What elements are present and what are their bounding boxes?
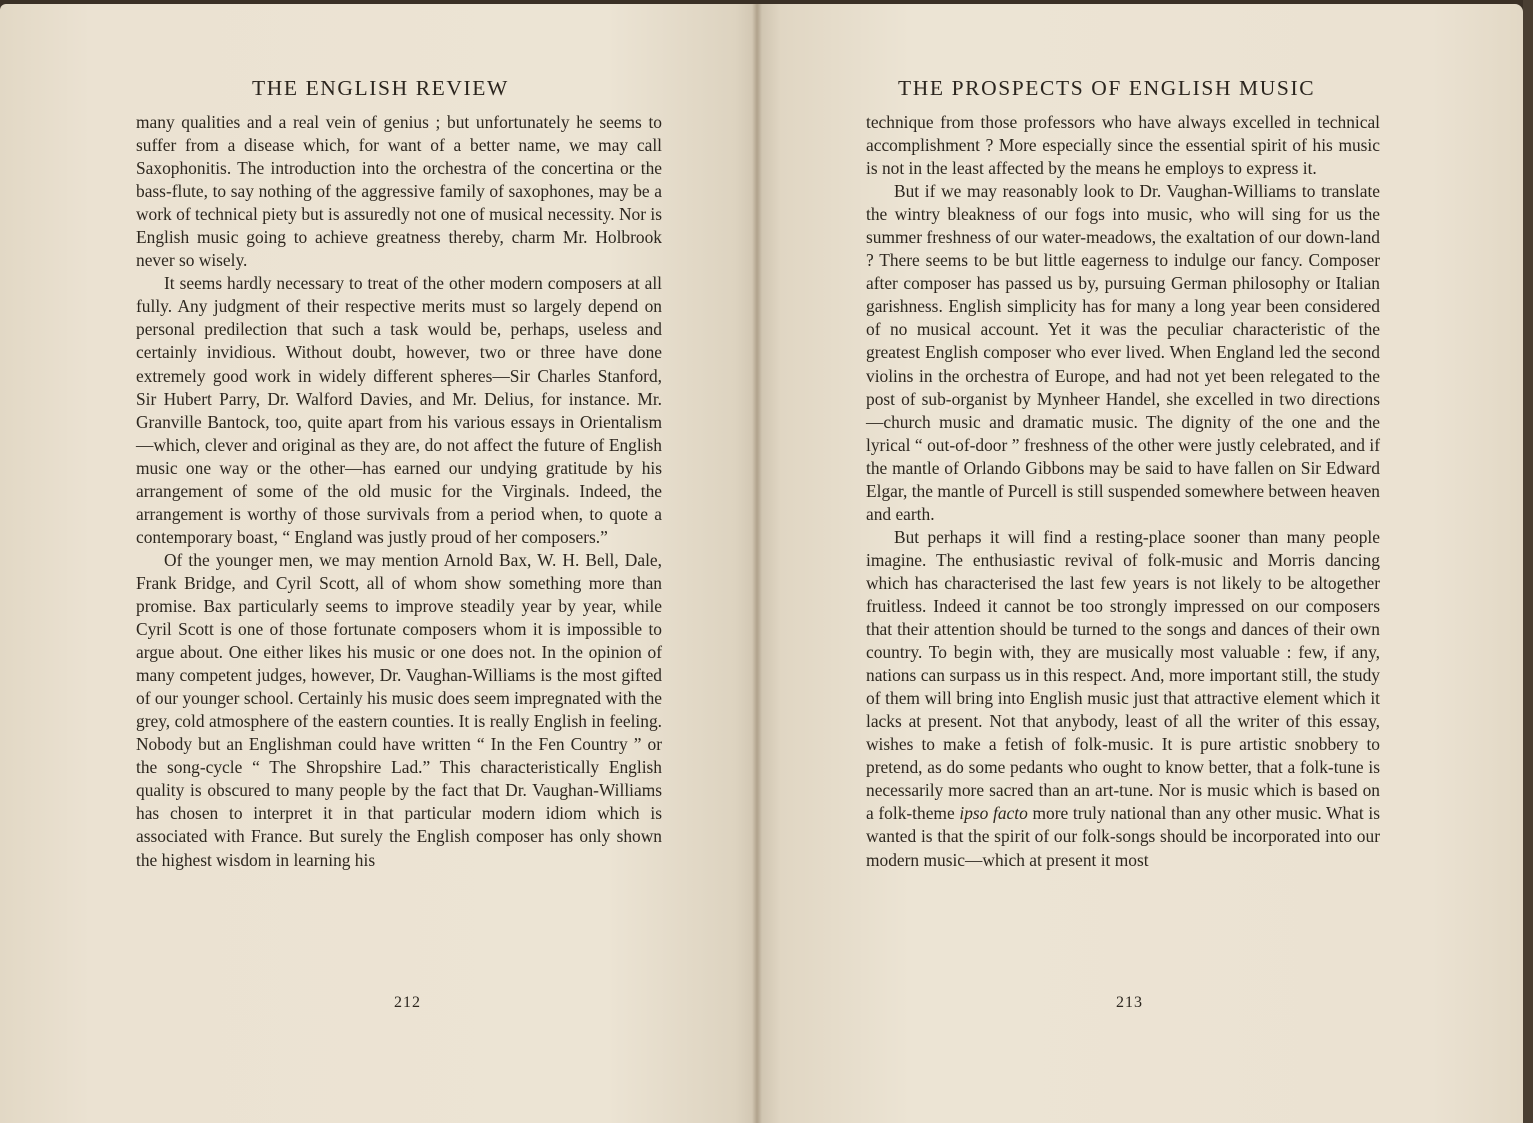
left-page-body [136,111,662,872]
paragraph: It seems hardly necessary to treat of the other modern composers at all fully. Any judgment of their respective merits must so largely depend on personal predilection that such a task would be, perhaps, useless and certainly invidious. Without doubt, however, two or three have done extremely good work in widely different spheres—Sir Charles Stanford, Sir Hubert Parry, Dr. Walford Davies, and Mr. Delius, for instance. Mr. Granville Bantock, too, quite apart from his various essays in Orientalism—which, clever and original as they are, do not affect the future of English music one way or the other—has earned our undying gratitude by his arrangement of some of the old music for the Virginals. Indeed, the arrangement is worthy of those survivals from a period when, to quote a contemporary boast, “ England was justly proud of her composers.” [136,273,662,547]
text-run: more truly national than any other music. What is wanted is that the spirit of our folk-songs should be incorporated into our modern music—which at present it most [866,803,1380,870]
page-number-right: 213 [1116,994,1143,1011]
cover-edge [1523,0,1533,1123]
book-gutter [752,4,762,1123]
page-number-left: 212 [394,994,421,1011]
running-head-left: THE ENGLISH REVIEW [252,76,509,100]
text-run: But perhaps it will find a resting-place sooner than many people imagine. The enthusiastic revival of folk-music and Morris dancing which has characterised the last few years is not likely to be altogether fruitless. Indeed it cannot be too strongly impressed on our composers that their attention should be turned to the songs and dances of their own country. To begin with, they are musically most valuable : few, if any, nations can surpass us in this respect. And, more important still, the study of them will bring into English music just that attractive element which it lacks at present. Not that anybody, least of all the writer of this essay, wishes to make a fetish of folk-music. It is pure artistic snobbery to pretend, as do some pedants who ought to know better, that a folk-tune is necessarily more sacred than an art-tune. Nor is music which is based on a folk-theme [866,526,1380,824]
paragraph: many qualities and a real vein of genius ; but unfortunately he seems to suffer from a disease which, for want of a better name, we may call Saxophonitis. The introduction into the orchestra of the concertina or the bass-flute, to say nothing of the aggressive family of saxophones, may be a work of technical piety but is assuredly not one of musical necessity. Nor is English music going to achieve greatness thereby, charm Mr. Holbrook never so wisely. [136,112,662,271]
paragraph [866,526,1380,872]
paragraph: But if we may reasonably look to Dr. Vaughan-Williams to translate the wintry bleakness of our fogs into music, who will sing for us the summer freshness of our water-meadows, the exaltation of our down-land ? There seems to be but little eagerness to indulge our fancy. Composer after composer has passed us by, pursuing German philosophy or Italian garishness. English simplicity has for many a long year been considered of no musical account. Yet it was the peculiar characteristic of the greatest English composer who ever lived. When England led the second violins in the orchestra of Europe, and had not yet been relegated to the post of sub-organist by Mynheer Handel, she excelled in two directions—church music and dramatic music. The dignity of the one and the lyrical “ out-of-door ” freshness of the other were justly celebrated, and if the mantle of Orlando Gibbons may be said to have fallen on Sir Edward Elgar, the mantle of Purcell is still suspended somewhere between heaven and earth. [866,181,1380,524]
right-page [758,4,1523,1123]
book-spread [0,4,1533,1123]
paragraph: technique from those professors who have always excelled in technical accomplishment ? More especially since the essential spirit of his music is not in the least affected by the means he employs to express it. [866,112,1380,179]
paragraph: Of the younger men, we may mention Arnold Bax, W. H. Bell, Dale, Frank Bridge, and Cyril Scott, all of whom show something more than promise. Bax particularly seems to improve steadily year by year, while Cyril Scott is one of those fortunate composers whom it is impossible to argue about. One either likes his music or one does not. In the opinion of many competent judges, however, Dr. Vaughan-Williams is the most gifted of our younger school. Certainly his music does seem impregnated with the grey, cold atmosphere of the eastern counties. It is really English in feeling. Nobody but an Englishman could have written “ In the Fen Country ” or the song-cycle “ The Shropshire Lad.” This characteristically English quality is obscured to many people by the fact that Dr. Vaughan-Williams has chosen to interpret it in that particular modern idiom which is associated with France. But surely the English composer has only shown the highest wisdom in learning his [136,549,662,870]
left-page [0,4,758,1123]
italic-phrase: ipso facto [959,803,1028,824]
right-page-body [866,111,1380,872]
running-head-right: THE PROSPECTS OF ENGLISH MUSIC [898,76,1316,100]
